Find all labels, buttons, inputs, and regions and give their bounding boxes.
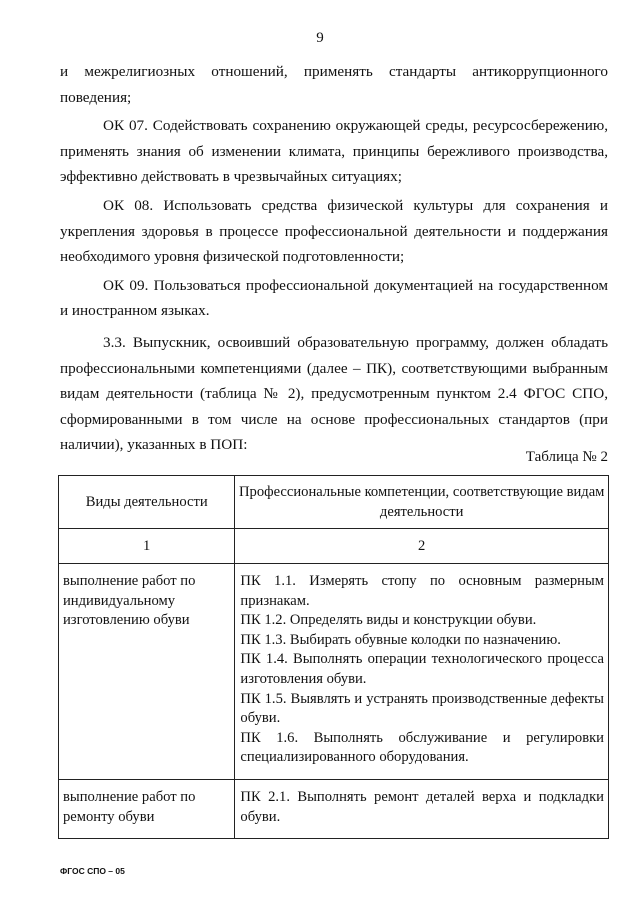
activity-cell: выполнение работ по индивидуальному изготовлению обуви (59, 564, 235, 780)
column-number-1: 1 (59, 529, 235, 564)
column-number-2: 2 (235, 529, 609, 564)
paragraph-ok08: ОК 08. Использовать средства физической культуры для сохранения и укрепления здоровья в процессе профессиональной деятельности и поддержания необходимого уровня физической подготовленности; (60, 196, 608, 266)
paragraph-ok09: ОК 09. Пользоваться профессиональной документацией на государственном и иностранном языках. (60, 276, 608, 320)
footer-doc-code: ФГОС СПО – 05 (60, 866, 125, 876)
competency-item: ПК 1.1. Измерять стопу по основным размерным признакам. (240, 573, 604, 609)
competency-item: ПК 2.1. Выполнять ремонт деталей верха и подкладки обуви. (240, 789, 604, 825)
paragraph-3-3: 3.3. Выпускник, освоивший образовательную программу, должен обладать профессиональными компетенциями (далее – ПК), соответствующими выбранным видам деятельности (таблица № 2), предусмотренным пунктом 2.4 ФГОС СПО, сформированными в том числе на основе профессиональных стандартов (при наличии), указанных в ПОП: (60, 333, 608, 454)
competencies-table (58, 475, 609, 839)
page-number: 9 (316, 30, 324, 46)
competency-item: ПК 1.2. Определять виды и конструкции обуви. (240, 612, 537, 629)
table-header-row (59, 476, 609, 529)
competency-item: ПК 1.5. Выявлять и устранять производственные дефекты обуви. (240, 690, 604, 727)
activity-cell: выполнение работ по ремонту обуви (59, 780, 235, 839)
table-column-number-row (59, 529, 609, 564)
table-header-activity: Виды деятельности (59, 476, 235, 529)
body-text (60, 59, 608, 458)
competency-item: ПК 1.4. Выполнять операции технологического процесса изготовления обуви. (240, 651, 604, 687)
competency-item: ПК 1.6. Выполнять обслуживание и регулировки специализированного оборудования. (240, 729, 604, 766)
table-caption: Таблица № 2 (525, 449, 608, 465)
table-row (59, 780, 609, 839)
paragraph-ok07: ОК 07. Содействовать сохранению окружающей среды, ресурсосбережению, применять знания об изменении климата, принципы бережливого производства, эффективно действовать в чрезвычайных ситуациях; (60, 117, 608, 186)
table-header-competencies: Профессиональные компетенции, соответствующие видам деятельности (235, 476, 609, 529)
table-row (59, 564, 609, 780)
competencies-cell (235, 780, 609, 839)
competency-item: ПК 1.3. Выбирать обувные колодки по назначению. (240, 631, 561, 648)
paragraph-continuation: и межрелигиозных отношений, применять стандарты антикоррупционного поведения; (60, 63, 608, 106)
competencies-cell (235, 564, 609, 780)
